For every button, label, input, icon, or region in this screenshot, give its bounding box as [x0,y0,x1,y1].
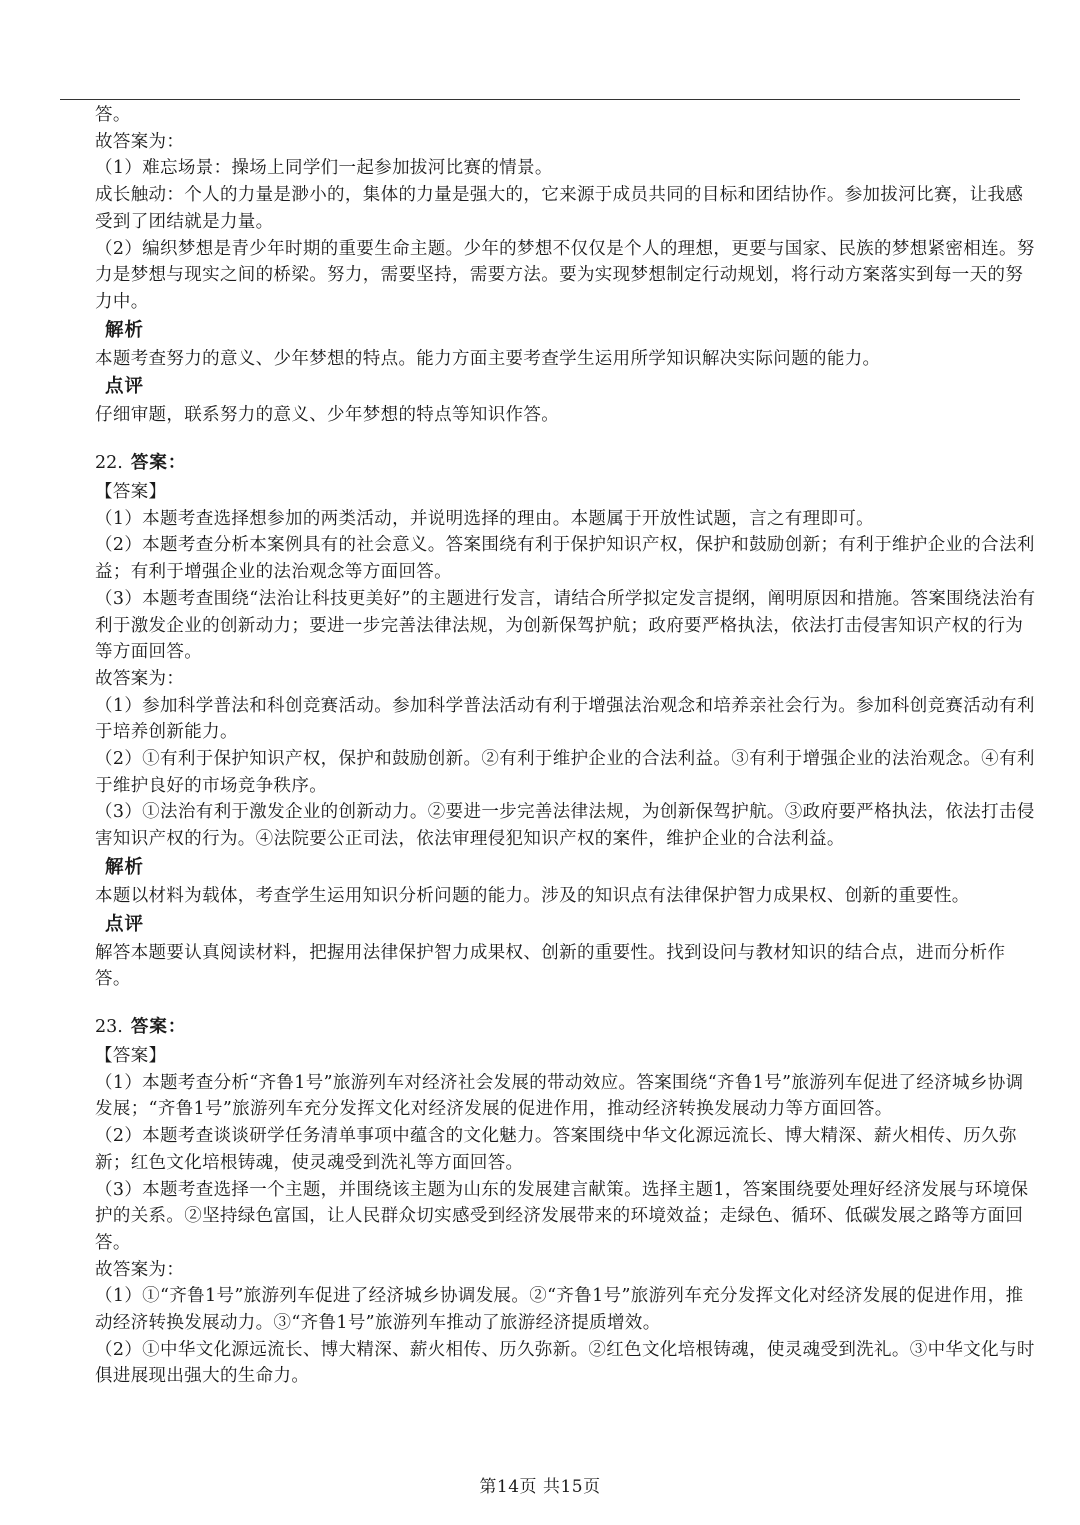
answer-intro: 故答案为： [95,668,185,689]
comment-text: 解答本题要认真阅读材料，把握用法律保护智力成果权、创新的重要性。找到设问与教材知识的结合点，进而分析作答。 [95,942,1006,990]
q22-answer-2: （2）①有利于保护知识产权，保护和鼓励创新。②有利于维护企业的合法利益。③有利于增强企业的法治观念。④有利于维护良好的市场竞争秩序。 [95,749,1035,796]
q23-answer-1: （1）①“齐鲁1号”旅游列车促进了经济城乡协调发展。②“齐鲁1号”旅游列车充分发挥文化对经济发展的促进作用，推动经济转换发展动力。③“齐鲁1号”旅游列车推动了旅游经济提质增效。 [95,1286,1024,1334]
question-number: 23. [95,1016,123,1037]
answer-intro: 故答案为： [95,1259,185,1280]
question-number: 22. [95,453,123,474]
answer-label: 答案： [130,1016,187,1037]
question-22-header [95,447,1040,479]
dream-paragraph: （2）编织梦想是青少年时期的重要生命主题。少年的梦想不仅仅是个人的理想，更要与国家、民族的梦想紧密相连。努力是梦想与现实之间的桥梁。努力，需要坚持，需要方法。要为实现梦想制定行动规划，将行动方案落实到每一天的努力中。 [95,238,1035,312]
comment-text: 仔细审题，联系努力的意义、少年梦想的特点等知识作答。 [95,405,560,426]
q23-answer-2: （2）①中华文化源远流长、博大精深、薪火相传、历久弥新。②红色文化培根铸魂，使灵魂受到洗礼。③中华文化与时俱进展现出强大的生命力。 [95,1339,1035,1387]
q22-part-1: （1）本题考查选择想参加的两类活动，并说明选择的理由。本题属于开放性试题，言之有理即可。 [95,508,875,529]
q22-answer-1: （1）参加科学普法和科创竞赛活动。参加科学普法活动有利于增强法治观念和培养亲社会行为。参加科创竞赛活动有利于培养创新能力。 [95,695,1035,743]
page-footer: 第14页 共15页 [479,1477,601,1497]
analysis-heading: 解析 [105,856,145,878]
growth-paragraph: 成长触动：个人的力量是渺小的，集体的力量是强大的，它来源于成员共同的目标和团结协作。参加拔河比赛，让我感受到了团结就是力量。 [95,185,1024,232]
header-rule [60,99,1020,100]
q23-part-3: （3）本题考查选择一个主题，并围绕该主题为山东的发展建言献策。选择主题1，答案围绕要处理好经济发展与环境保护的关系。②坚持绿色富国，让人民群众切实感受到经济发展带来的环境效益；走绿色、循环、低碳发展之路等方面回答。 [95,1179,1029,1253]
q22-part-3: （3）本题考查围绕“法治让科技更美好”的主题进行发言，请结合所学拟定发言提纲，阐明原因和措施。答案围绕法治有利于激发企业的创新动力；要进一步完善法律法规，为创新保驾护航；政府要严格执法，依法打击侵害知识产权的行为等方面回答。 [95,588,1036,663]
analysis-text: 本题以材料为载体，考查学生运用知识分析问题的能力。涉及的知识点有法律保护智力成果权、创新的重要性。 [95,885,970,906]
answer-bracket: 【答案】 [95,482,167,503]
question-23-header [95,1011,1040,1043]
analysis-heading: 解析 [105,319,145,341]
analysis-text: 本题考查努力的意义、少年梦想的特点。能力方面主要考查学生运用所学知识解决实际问题的能力。 [95,348,881,369]
q23-part-2: （2）本题考查谈谈研学任务清单事项中蕴含的文化魅力。答案围绕中华文化源远流长、博大精深、薪火相传、历久弥新；红色文化培根铸魂，使灵魂受到洗礼等方面回答。 [95,1126,1017,1173]
text-line: （1）难忘场景：操场上同学们一起参加拔河比赛的情景。 [95,158,553,179]
answer-label: 答案： [130,453,187,474]
document-page [95,102,1040,1390]
text-line: 故答案为： [95,131,185,152]
text-line: 答。 [95,105,131,125]
comment-heading: 点评 [105,913,145,935]
comment-heading: 点评 [105,376,145,398]
answer-bracket: 【答案】 [95,1045,167,1066]
q22-answer-3: （3）①法治有利于激发企业的创新动力。②要进一步完善法律法规，为创新保驾护航。③政府要严格执法，依法打击侵害知识产权的行为。④法院要公正司法，依法审理侵犯知识产权的案件，维护企业的合法利益。 [95,802,1035,850]
q23-part-1: （1）本题考查分析“齐鲁1号”旅游列车对经济社会发展的带动效应。答案围绕“齐鲁1号”旅游列车促进了经济城乡协调发展；“齐鲁1号”旅游列车充分发挥文化对经济发展的促进作用，推动经济转换发展动力等方面回答。 [95,1072,1024,1120]
q22-part-2: （2）本题考查分析本案例具有的社会意义。答案围绕有利于保护知识产权，保护和鼓励创新；有利于维护企业的合法利益；有利于增强企业的法治观念等方面回答。 [95,535,1035,583]
